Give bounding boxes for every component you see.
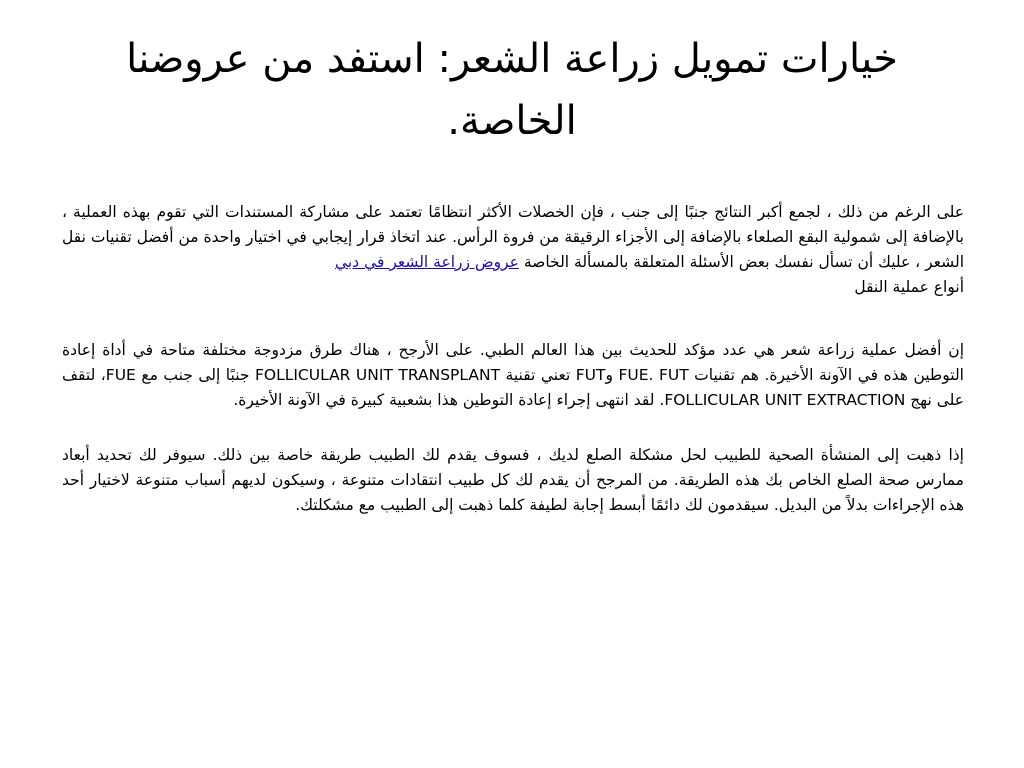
paragraph-spacer: [62, 300, 964, 338]
slide-title: خيارات تمويل زراعة الشعر: استفد من عروضنا الخاصة.: [126, 36, 898, 144]
offers-link[interactable]: عروض زراعة الشعر في دبي: [335, 253, 519, 271]
paragraph-intro: [62, 200, 964, 275]
paragraph-spacer: [62, 413, 964, 443]
paragraph-intro-text: على الرغم من ذلك ، لجمع أكبر النتائج جنبًا إلى جنب ، فإن الخصلات الأكثر انتظامًا تعتمد على مشاركة المستندات التي تقوم بهذه العملية ، بالإضافة إلى شمولية البقع الصلعاء بالإضافة إلى الأجزاء الرقيقة من فروة الرأس. عند اتخاذ قرار إيجابي في اختيار واحدة من أفضل تقنيات نقل الشعر ، عليك أن تسأل نفسك بعض الأسئلة المتعلقة بالمسألة الخاصة: [62, 203, 964, 271]
paragraph-techniques: إن أفضل عملية زراعة شعر هي عدد مؤكد للحديث بين هذا العالم الطبي. على الأرجح ، هناك طرق مزدوجة مختلفة متاحة في أداة إعادة التوطين هذه في الآونة الأخيرة. هم تقنيات FUE. FUT وFUT تعني تقنية FOLLICULAR UNIT TRANSPLANT جنبًا إلى جنب مع FUE، لتقف على نهج FOLLICULAR UNIT EXTRACTION. لقد انتهى إجراء إعادة التوطين هذا بشعبية كبيرة في الآونة الأخيرة.: [62, 341, 964, 409]
subheading-transplant-types: أنواع عملية النقل: [854, 278, 964, 296]
slide-body: [62, 200, 964, 518]
paragraph-doctor-advice: إذا ذهبت إلى المنشأة الصحية للطبيب لحل مشكلة الصلع لديك ، فسوف يقدم لك الطبيب طريقة خاصة بين ذلك. سيوفر لك تحديد أبعاد ممارس صحة الصلع الخاص بك هذه الطريقة. من المرجح أن يقدم لك كل طبيب انتقادات متنوعة ، وسيكون لديهم أسباب متنوعة لاختيار أحد هذه الإجراءات بدلاً من البديل. سيقدمون لك دائمًا أبسط إجابة لطيفة كلما ذهبت إلى الطبيب مع مشكلتك.: [62, 446, 964, 514]
